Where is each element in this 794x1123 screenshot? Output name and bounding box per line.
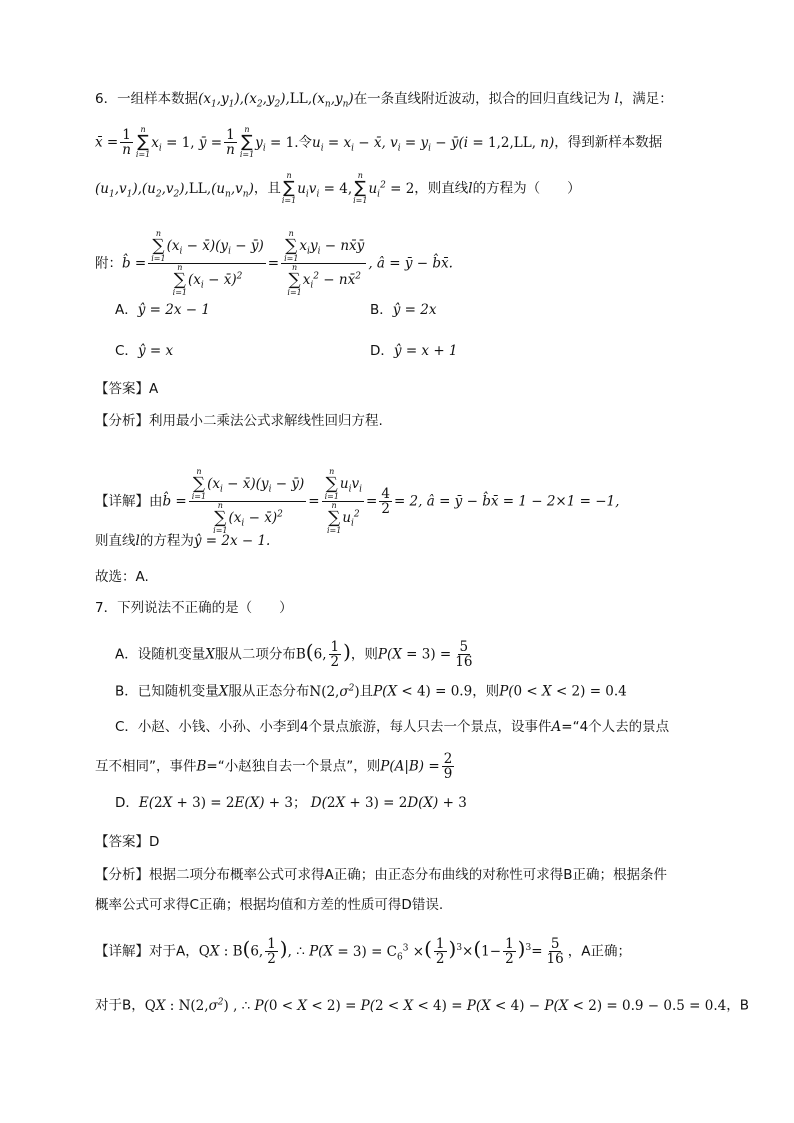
q6-option-c: C．ŷ = x xyxy=(115,343,174,359)
q6-hint-formula: 附：b̂ = n ∑ i=1 ($x_i$ − $x̄)(y_i$ − ȳ) n ∑ i=1 ($x_i$ − x̄)$^2$ = n ∑ i=1 $x_iy_i$ − nx̄ȳ n ∑ i=1 $x_i^2$ − nx̄$^2$ , â = ȳ − b̂x̄. xyxy=(95,229,453,297)
answer-tag: 【答案】 xyxy=(95,381,149,397)
detail-tag: 【详解】 xyxy=(95,943,149,960)
q7-option-c-line2: 互不相同”，事件B=“小赵独自去一个景点”，则P(A|B) = $\frac{2}{9}$ xyxy=(95,751,453,782)
analysis-tag: 【分析】 xyxy=(95,867,149,883)
q7-detail: 【详解】对于A，QX : B(6, $\frac{1}{2}$ ), ∴ $P(X = 3) = C_6^3$ ×( $\frac{1}{2}$ )$^3$×(1− $\frac{1}{2}$ )$^3$= $\frac{5}{16}$ ，A正确； xyxy=(95,936,631,967)
analysis-tag: 【分析】 xyxy=(95,413,149,429)
q7-option-a: A．设随机变量X服从二项分布B(6, $\frac{1}{2}$ )，则P(X = 3) = $\frac{5}{16}$ xyxy=(115,639,473,670)
q6-detail: 【详解】由b̂ = n ∑ i=1 ($x_i$ − $x̄)(y_i$ − ȳ) n ∑ i=1 ($x_i$ − x̄)$^2$ = n ∑ i=1 $u_iv_i$ n ∑ i=1 $u_i^2$ = $\frac{4}{2}$ = 2, â = ȳ − b̂x̄ = 1 − 2×1 = −1, xyxy=(95,467,620,535)
q7-option-c-line1: C．小赵、小钱、小孙、小李到4个景点旅游，每人只去一个景点，设事件A=“4个人去的景点 xyxy=(115,719,670,735)
q6-option-d: D．ŷ = x + 1 xyxy=(370,343,458,359)
q7-stem: 7．下列说法不正确的是（ ） xyxy=(95,600,293,616)
detail-tag: 【详解】 xyxy=(95,493,149,510)
q6-option-b: B．ŷ = 2x xyxy=(370,302,437,318)
q6-stem: 6．一组样本数据$(x_1,y_1),(x_2,y_2),LL,(x_n,y_n)$在一条直线附近波动，拟合的回归直线记为 l，满足： xyxy=(95,91,673,110)
q6-conclusion: 则直线l的方程为ŷ = 2x − 1. xyxy=(95,533,271,549)
q7-detail-b: 对于B，QX : $N(2,\sigma^2)$ , ∴ P(0 < X < 2) = P(2 < X < 4) = P(X < 4) − P(X < 2) = 0.9 − 0.5 = 0.4，B xyxy=(95,997,749,1014)
q6-option-a: A．ŷ = 2x − 1 xyxy=(115,302,210,318)
q6-analysis: 【分析】利用最小二乘法公式求解线性回归方程. xyxy=(95,413,383,429)
q6-answer: 【答案】A xyxy=(95,381,159,397)
q7-option-d: D．E(2X + 3) = 2E(X) + 3； D(2X + 3) = 2D(X) + 3 xyxy=(115,795,467,811)
q6-choose: 故选：A. xyxy=(95,569,149,585)
answer-tag: 【答案】 xyxy=(95,834,149,850)
q6-condition-line: x̄ = $\frac{1}{n}$ n ∑ i=1 $x_i = 1$, ȳ = $\frac{1}{n}$ n ∑ i=1 $y_i = 1$.令$u_i = x_i$ − x̄, $v_i = y_i$ − ȳ(i = 1,2,LL, n)，得到新样本数据 xyxy=(95,125,663,159)
q6-new-sample-line: $(u_1,v_1),(u_2,v_2),LL,(u_n,v_n)$，且 n ∑ i=1 $u_iv_i = 4$, n ∑ i=1 $u_i^2 = 2$，则直线l的方程为（ ） xyxy=(95,171,581,205)
q7-analysis-line1: 【分析】根据二项分布概率公式可求得A正确；由正态分布曲线的对称性可求得B正确；根据条件 xyxy=(95,867,667,883)
q7-option-b: B．已知随机变量X服从正态分布$N(2,\sigma^2)$且P(X < 4) = 0.9，则P(0 < X < 2) = 0.4 xyxy=(115,683,627,700)
q7-answer: 【答案】D xyxy=(95,834,160,850)
q7-analysis-line2: 概率公式可求得C正确；根据均值和方差的性质可得D错误. xyxy=(95,897,444,913)
